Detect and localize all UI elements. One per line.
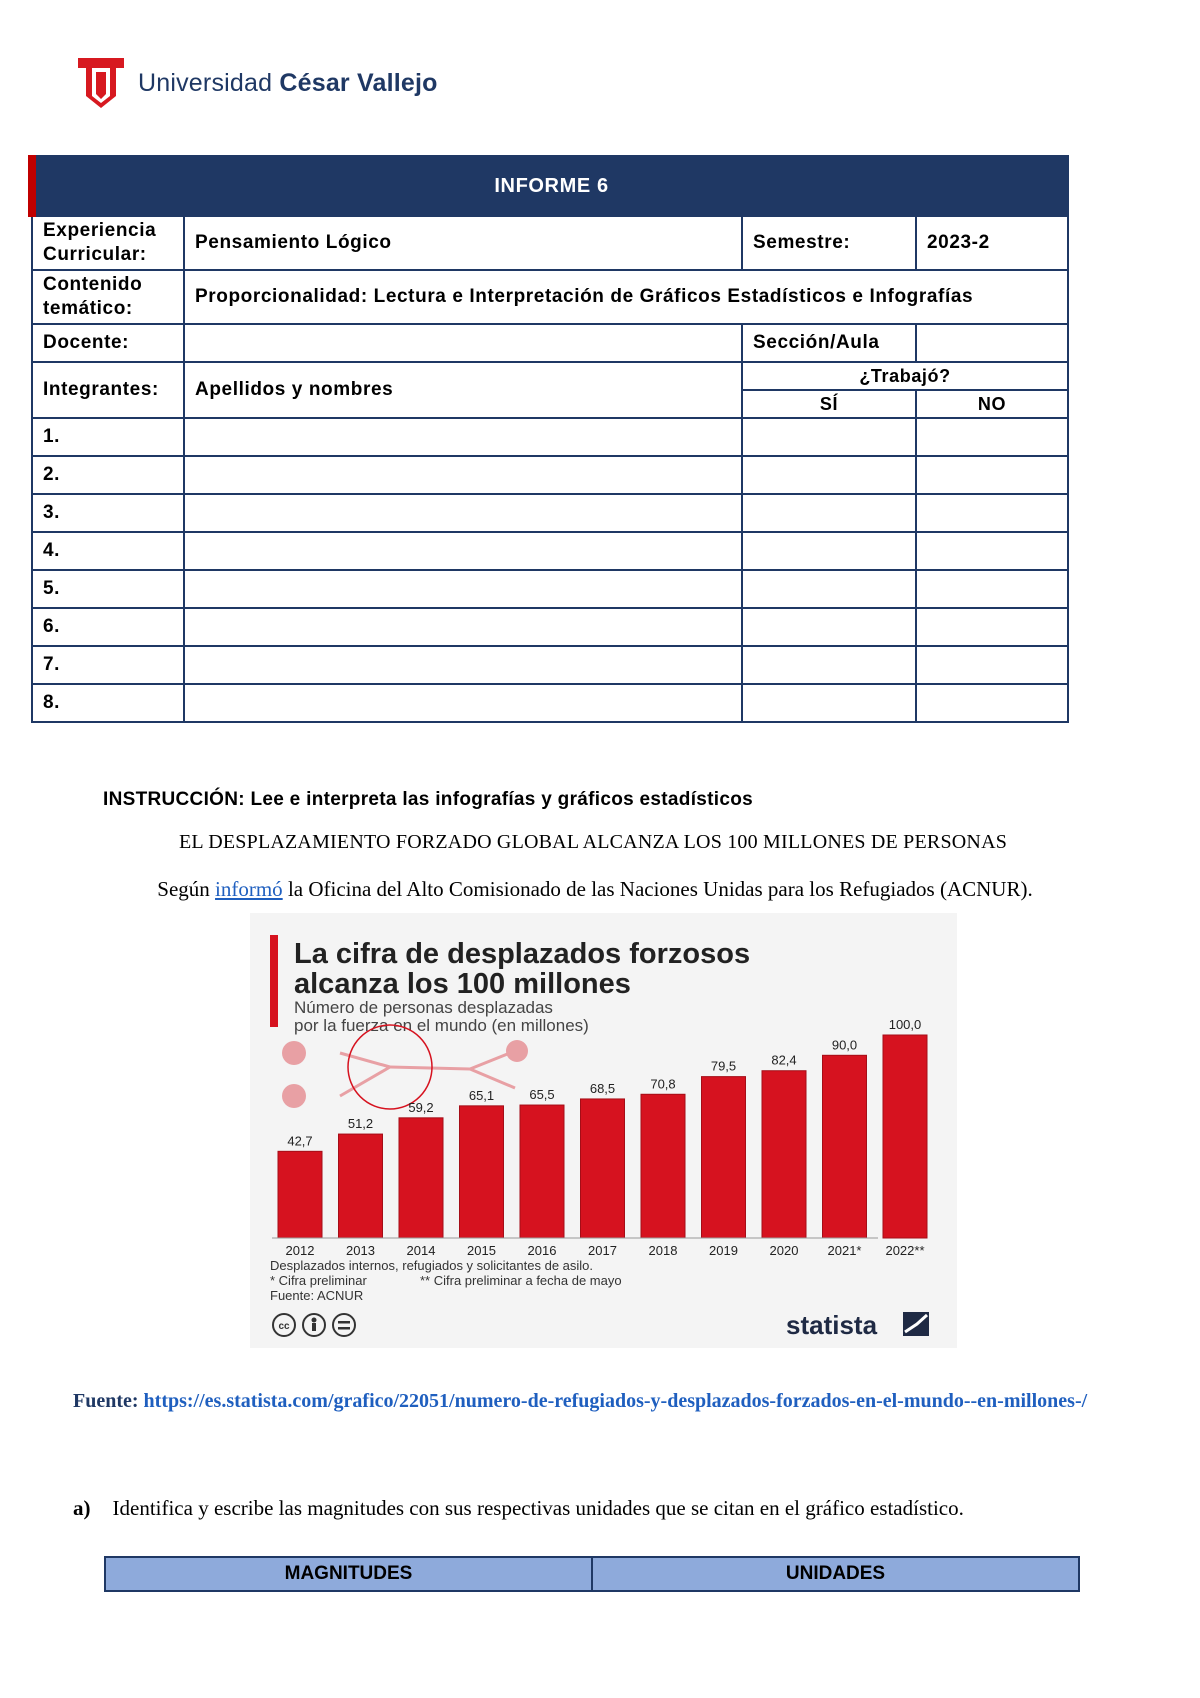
source-url-link[interactable]: https://es.statista.com/grafico/22051/numero-de-refugiados-y-desplazados-forzados-en-el-mundo--en-millones-/ (143, 1390, 1088, 1412)
label-si: SÍ (742, 390, 916, 418)
member-name-field[interactable] (184, 608, 742, 646)
member-number: 7. (32, 646, 184, 684)
member-worked-yes[interactable] (742, 494, 916, 532)
bar-value-label: 100,0 (888, 1017, 922, 1032)
source-label: Fuente: (73, 1390, 139, 1412)
bar-value-label: 82,4 (771, 1052, 797, 1068)
university-logo (76, 56, 438, 110)
bar-2012 (278, 1151, 322, 1238)
chart-title-line1: La cifra de desplazados forzosos (294, 938, 751, 970)
member-worked-yes[interactable] (742, 570, 916, 608)
member-name-field[interactable] (184, 570, 742, 608)
member-name-field[interactable] (184, 646, 742, 684)
bar-2014 (399, 1118, 443, 1238)
member-number: 5. (32, 570, 184, 608)
value-docente[interactable] (184, 324, 742, 362)
bar-2016 (520, 1105, 564, 1238)
university-name: Universidad César Vallejo (138, 68, 438, 97)
title-accent-bar (270, 935, 278, 1027)
member-worked-yes[interactable] (742, 418, 916, 456)
member-worked-no[interactable] (916, 684, 1068, 722)
chart-source-note: Fuente: ACNUR (270, 1288, 364, 1303)
ucv-shield-icon (76, 56, 126, 110)
bar-value-label: 68,5 (589, 1080, 616, 1096)
chart-note-2a: * Cifra preliminar (270, 1273, 367, 1288)
member-worked-no[interactable] (916, 494, 1068, 532)
value-seccion[interactable] (916, 324, 1068, 362)
member-worked-yes[interactable] (742, 684, 916, 722)
member-row (32, 570, 1068, 608)
value-semestre[interactable]: 2023-2 (916, 216, 1068, 270)
member-number: 4. (32, 532, 184, 570)
member-row (32, 418, 1068, 456)
bar-2019 (702, 1077, 746, 1238)
member-worked-no[interactable] (916, 646, 1068, 684)
label-seccion: Sección/Aula (742, 324, 916, 362)
label-apellidos: Apellidos y nombres (184, 362, 742, 418)
report-info-table (28, 155, 1069, 723)
creative-commons-icons (273, 1314, 355, 1336)
member-row (32, 646, 1068, 684)
member-row (32, 684, 1068, 722)
member-row (32, 608, 1068, 646)
source-note (73, 1385, 1113, 1417)
label-docente: Docente: (32, 324, 184, 362)
member-worked-no[interactable] (916, 418, 1068, 456)
bar-value-label: 79,5 (710, 1058, 737, 1074)
label-semestre: Semestre: (742, 216, 916, 270)
member-worked-yes[interactable] (742, 608, 916, 646)
bar-value-label: 59,2 (408, 1099, 434, 1115)
member-worked-no[interactable] (916, 608, 1068, 646)
member-number: 8. (32, 684, 184, 722)
label-experiencia: Experiencia Curricular: (32, 216, 184, 270)
bar-value-label: 51,2 (347, 1116, 374, 1132)
x-tick-label: 2014 (406, 1243, 436, 1258)
member-worked-no[interactable] (916, 456, 1068, 494)
magnitudes-header: MAGNITUDES (105, 1557, 592, 1591)
member-name-field[interactable] (184, 494, 742, 532)
svg-text:cc: cc (278, 1321, 290, 1332)
report-title: INFORME 6 (32, 156, 1068, 216)
chart-title-line2: alcanza los 100 millones (294, 968, 631, 1000)
unidades-header: UNIDADES (592, 1557, 1079, 1591)
member-row (32, 456, 1068, 494)
question-text: Identifica y escribe las magnitudes con sus respectivas unidades que se citan en el gráfico estadístico. (112, 1496, 964, 1520)
bar-2021 (823, 1055, 867, 1238)
article-headline: EL DESPLAZAMIENTO FORZADO GLOBAL ALCANZA LOS 100 MILLONES DE PERSONAS (178, 831, 1008, 853)
informo-link[interactable]: informó (215, 877, 283, 901)
member-row (32, 532, 1068, 570)
label-trabajo: ¿Trabajó? (742, 362, 1068, 390)
chart-subtitle-line2: por la fuerza en el mundo (en millones) (294, 1016, 589, 1035)
bar-value-label: 42,7 (287, 1133, 313, 1149)
value-contenido[interactable]: Proporcionalidad: Lectura e Interpretación de Gráficos Estadísticos e Infografías (184, 270, 1068, 324)
bar-2020 (762, 1071, 806, 1238)
label-integrantes: Integrantes: (32, 362, 184, 418)
x-tick-label: 2017 (588, 1243, 617, 1258)
member-name-field[interactable] (184, 456, 742, 494)
member-worked-yes[interactable] (742, 456, 916, 494)
member-worked-yes[interactable] (742, 532, 916, 570)
magnitudes-table (104, 1556, 1080, 1592)
bar-value-label: 65,1 (468, 1087, 495, 1103)
x-tick-label: 2016 (527, 1243, 557, 1258)
question-letter: a) (73, 1496, 91, 1520)
member-row (32, 494, 1068, 532)
bar-2015 (460, 1106, 504, 1238)
instruction-text: INSTRUCCIÓN: Lee e interpreta las infografías y gráficos estadísticos (103, 789, 753, 810)
bar-value-label: 70,8 (650, 1076, 676, 1092)
bar-2018 (641, 1094, 685, 1238)
x-tick-label: 2013 (346, 1243, 375, 1258)
bar-2013 (339, 1134, 383, 1238)
x-tick-label: 2020 (769, 1243, 799, 1258)
member-worked-yes[interactable] (742, 646, 916, 684)
chart-note-1: Desplazados internos, refugiados y solicitantes de asilo. (270, 1258, 594, 1273)
x-tick-label: 2015 (467, 1243, 496, 1258)
statista-logo-icon (903, 1312, 929, 1336)
question-a (73, 1496, 964, 1521)
statista-brand: statista (786, 1310, 878, 1340)
member-name-field[interactable] (184, 532, 742, 570)
bar-value-label: 65,5 (529, 1087, 555, 1103)
x-tick-label: 2022** (885, 1243, 925, 1258)
member-worked-no[interactable] (916, 532, 1068, 570)
label-no: NO (916, 390, 1068, 418)
member-worked-no[interactable] (916, 570, 1068, 608)
member-number: 3. (32, 494, 184, 532)
member-number: 1. (32, 418, 184, 456)
member-name-field[interactable] (184, 684, 742, 722)
x-tick-label: 2021* (827, 1243, 862, 1258)
bar-value-label: 90,0 (831, 1037, 858, 1053)
x-tick-label: 2019 (709, 1243, 738, 1258)
x-tick-label: 2012 (285, 1243, 315, 1258)
bar-2017 (581, 1099, 625, 1238)
x-tick-label: 2018 (648, 1243, 678, 1258)
member-number: 6. (32, 608, 184, 646)
label-contenido: Contenido temático: (32, 270, 184, 324)
member-number: 2. (32, 456, 184, 494)
bar-2022 (883, 1035, 927, 1238)
refugees-bar-chart (250, 913, 957, 1348)
intro-paragraph: Según informó la Oficina del Alto Comisionado de las Naciones Unidas para los Refugiados (ACNUR). (157, 877, 1033, 901)
value-experiencia[interactable]: Pensamiento Lógico (184, 216, 742, 270)
chart-subtitle-line1: Número de personas desplazadas (294, 998, 553, 1017)
chart-note-2b: ** Cifra preliminar a fecha de mayo (420, 1273, 622, 1288)
member-name-field[interactable] (184, 418, 742, 456)
